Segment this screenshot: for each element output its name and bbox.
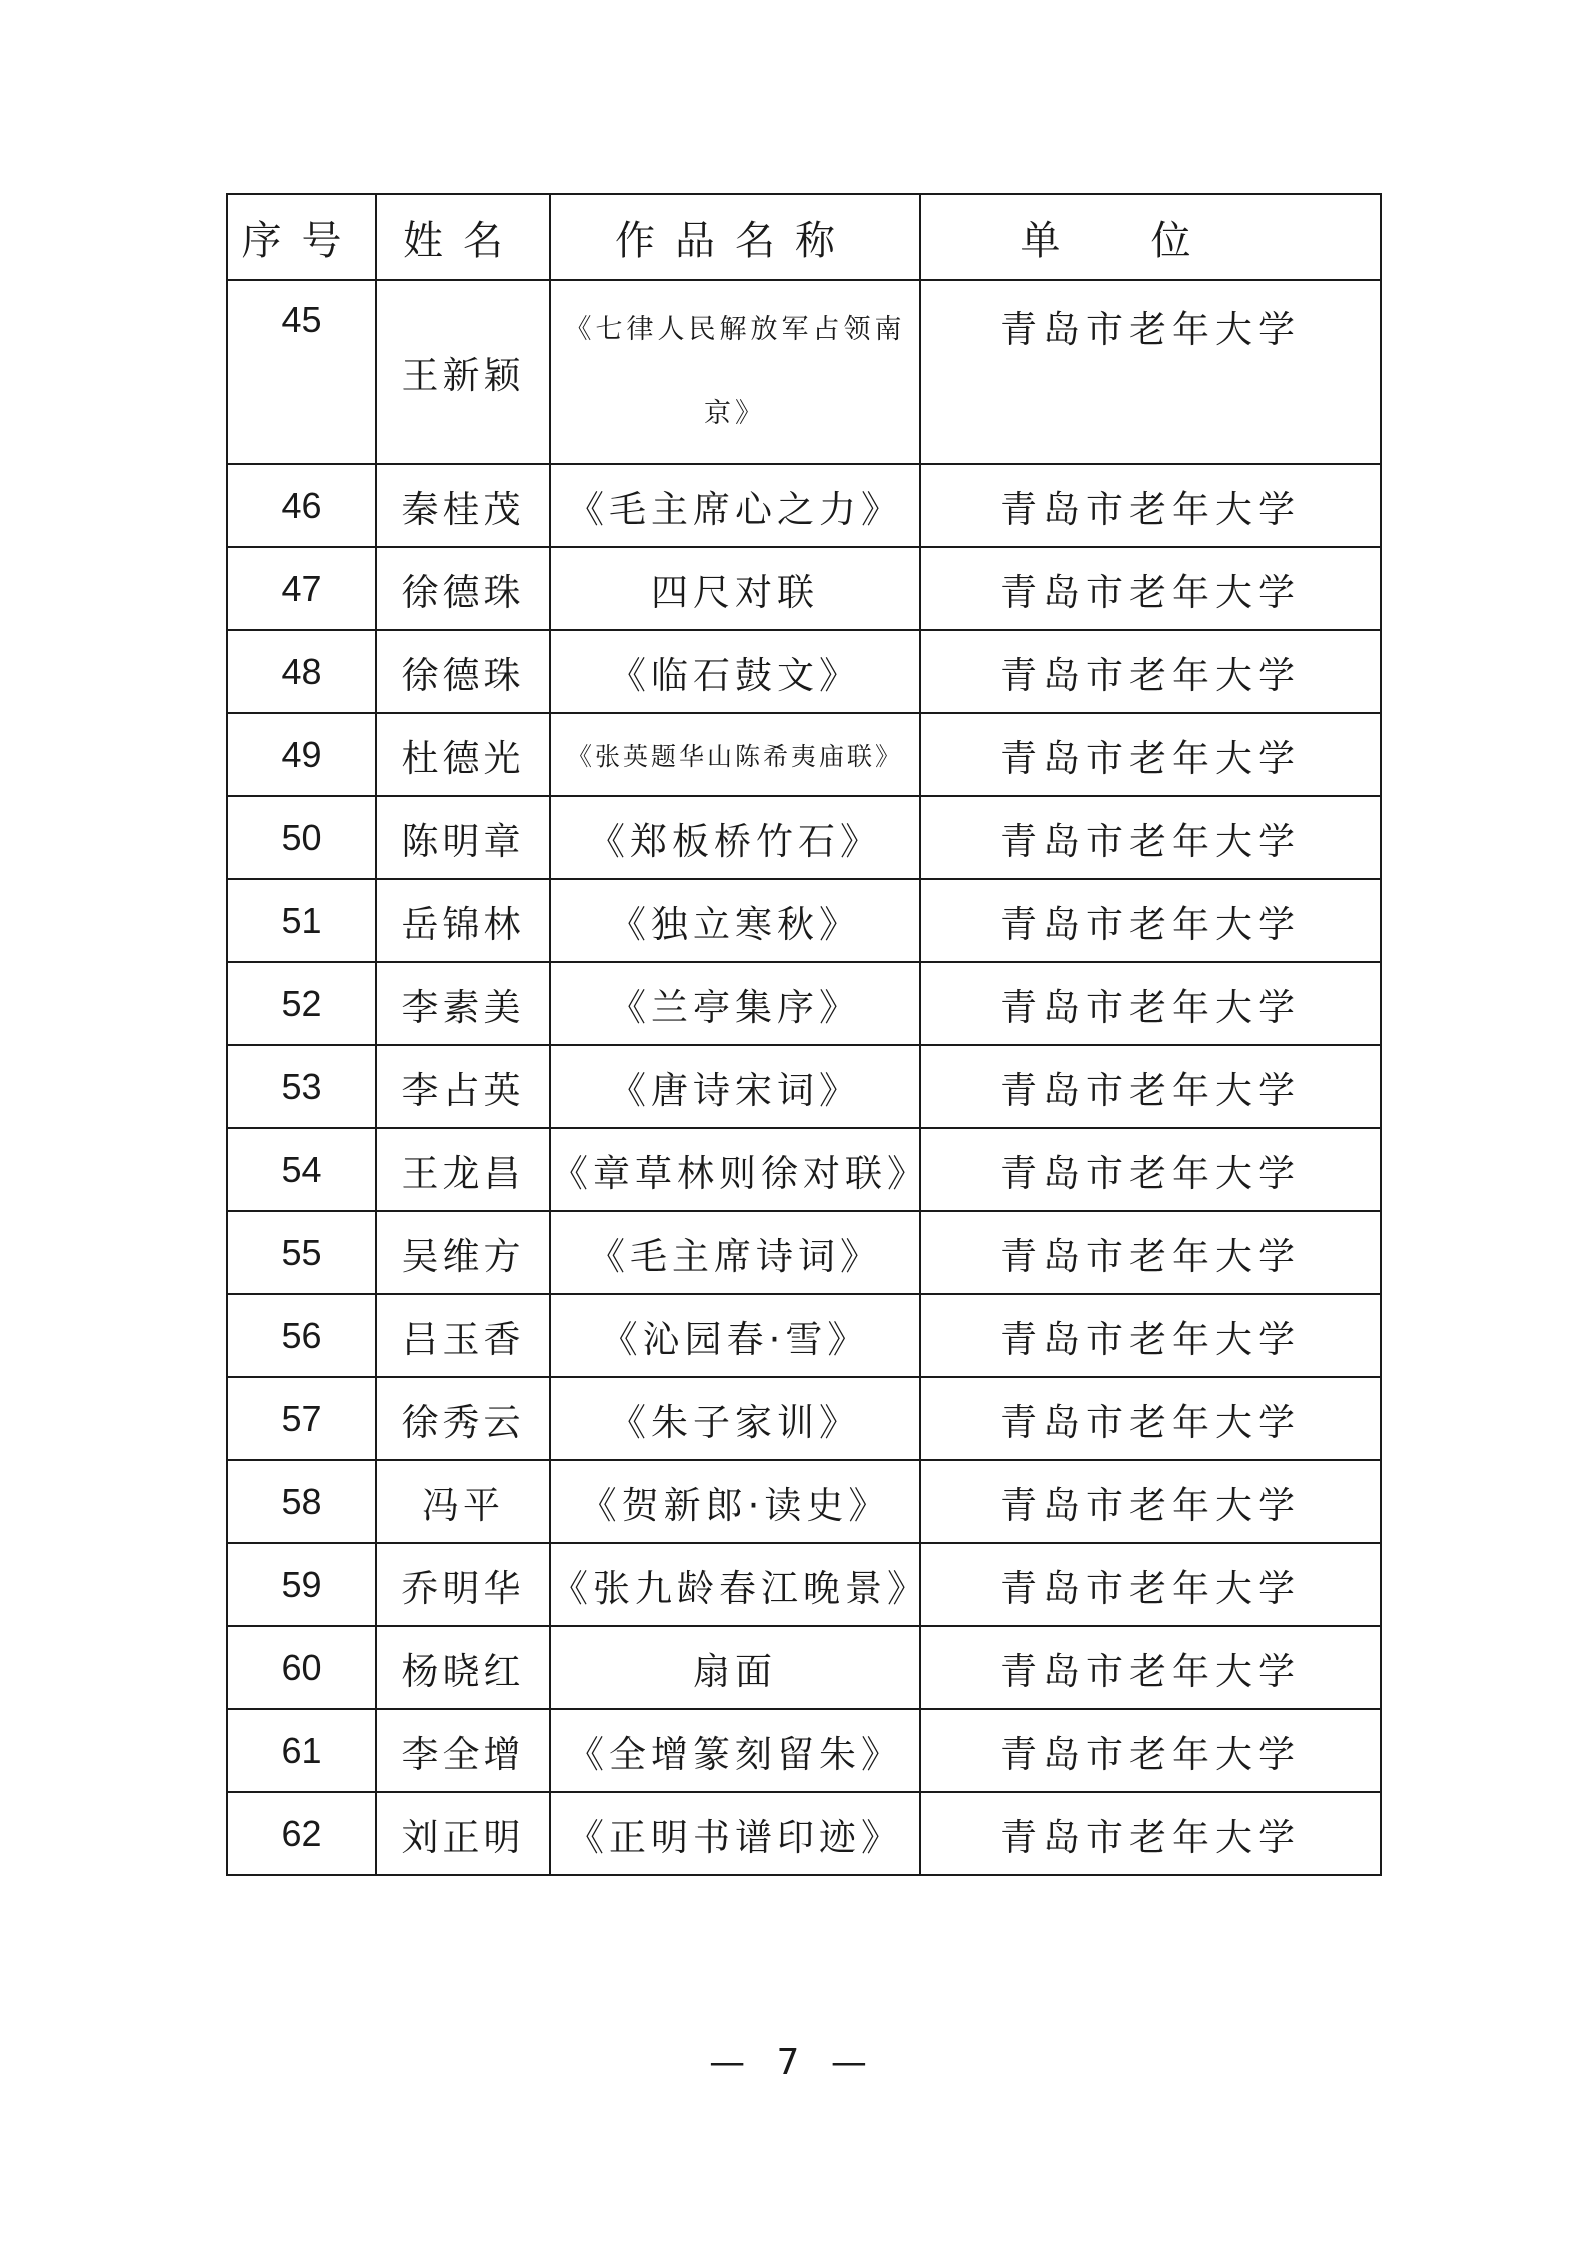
table-row — [227, 713, 1381, 796]
work-title-cell: 《毛主席诗词》 — [550, 1211, 920, 1294]
serial-number-cell: 59 — [227, 1543, 376, 1626]
unit-cell: 青岛市老年大学 — [920, 1294, 1381, 1377]
name-cell: 杜德光 — [376, 713, 550, 796]
table-row — [227, 879, 1381, 962]
name-cell: 陈明章 — [376, 796, 550, 879]
table-row — [227, 1460, 1381, 1543]
name-cell: 冯平 — [376, 1460, 550, 1543]
unit-cell: 青岛市老年大学 — [920, 1377, 1381, 1460]
table-row — [227, 1543, 1381, 1626]
serial-number-cell: 52 — [227, 962, 376, 1045]
name-cell: 徐秀云 — [376, 1377, 550, 1460]
name-cell: 徐德珠 — [376, 630, 550, 713]
table-row — [227, 1211, 1381, 1294]
name-cell: 李全增 — [376, 1709, 550, 1792]
work-title-cell: 《郑板桥竹石》 — [550, 796, 920, 879]
table-row — [227, 1294, 1381, 1377]
table-row — [227, 1626, 1381, 1709]
serial-number-cell: 61 — [227, 1709, 376, 1792]
work-title-cell: 《贺新郎·读史》 — [550, 1460, 920, 1543]
name-cell: 杨晓红 — [376, 1626, 550, 1709]
serial-number-cell: 56 — [227, 1294, 376, 1377]
name-cell: 吴维方 — [376, 1211, 550, 1294]
table-row — [227, 630, 1381, 713]
work-title-cell: 《朱子家训》 — [550, 1377, 920, 1460]
work-title-cell: 《张九龄春江晚景》 — [550, 1543, 920, 1626]
table-row — [227, 962, 1381, 1045]
serial-number-cell: 58 — [227, 1460, 376, 1543]
name-cell: 乔明华 — [376, 1543, 550, 1626]
table-row — [227, 1709, 1381, 1792]
work-title-cell: 《毛主席心之力》 — [550, 464, 920, 547]
name-cell: 岳锦林 — [376, 879, 550, 962]
name-cell: 秦桂茂 — [376, 464, 550, 547]
work-title-cell: 《章草林则徐对联》 — [550, 1128, 920, 1211]
unit-cell: 青岛市老年大学 — [920, 1460, 1381, 1543]
work-title-cell: 《唐诗宋词》 — [550, 1045, 920, 1128]
unit-cell: 青岛市老年大学 — [920, 547, 1381, 630]
unit-cell: 青岛市老年大学 — [920, 630, 1381, 713]
work-title-cell: 《正明书谱印迹》 — [550, 1792, 920, 1875]
unit-cell: 青岛市老年大学 — [920, 1709, 1381, 1792]
table-row — [227, 1128, 1381, 1211]
serial-number-cell: 46 — [227, 464, 376, 547]
name-cell: 吕玉香 — [376, 1294, 550, 1377]
table-row — [227, 547, 1381, 630]
unit-cell: 青岛市老年大学 — [920, 1626, 1381, 1709]
award-list-table — [226, 193, 1382, 1876]
serial-number-cell: 55 — [227, 1211, 376, 1294]
table-row — [227, 796, 1381, 879]
unit-cell: 青岛市老年大学 — [920, 962, 1381, 1045]
work-title-cell: 四尺对联 — [550, 547, 920, 630]
page-number: — 7 — — [709, 2042, 877, 2083]
unit-cell: 青岛市老年大学 — [920, 1792, 1381, 1875]
header-name: 姓名 — [376, 194, 550, 280]
table-row — [227, 1045, 1381, 1128]
serial-number-cell: 51 — [227, 879, 376, 962]
table-row — [227, 1792, 1381, 1875]
name-cell: 李占英 — [376, 1045, 550, 1128]
work-title-cell: 《张英题华山陈希夷庙联》 — [550, 713, 920, 796]
serial-number-cell: 57 — [227, 1377, 376, 1460]
serial-number-cell: 47 — [227, 547, 376, 630]
serial-number-cell: 54 — [227, 1128, 376, 1211]
serial-number-cell: 53 — [227, 1045, 376, 1128]
work-title-cell: 《全增篆刻留朱》 — [550, 1709, 920, 1792]
header-unit: 单位 — [920, 194, 1381, 280]
table-header-row — [227, 194, 1381, 280]
work-title-cell: 扇面 — [550, 1626, 920, 1709]
name-cell: 王龙昌 — [376, 1128, 550, 1211]
header-serial-number: 序号 — [227, 194, 376, 280]
work-title-cell: 《兰亭集序》 — [550, 962, 920, 1045]
serial-number-cell: 45 — [227, 280, 376, 464]
serial-number-cell: 50 — [227, 796, 376, 879]
name-cell: 刘正明 — [376, 1792, 550, 1875]
work-title-cell: 《七律人民解放军占领南京》 — [550, 280, 920, 464]
unit-cell: 青岛市老年大学 — [920, 713, 1381, 796]
serial-number-cell: 48 — [227, 630, 376, 713]
unit-cell: 青岛市老年大学 — [920, 879, 1381, 962]
name-cell: 李素美 — [376, 962, 550, 1045]
serial-number-cell: 60 — [227, 1626, 376, 1709]
header-work-title: 作品名称 — [550, 194, 920, 280]
work-title-cell: 《独立寒秋》 — [550, 879, 920, 962]
table-row — [227, 1377, 1381, 1460]
unit-cell: 青岛市老年大学 — [920, 1543, 1381, 1626]
unit-cell: 青岛市老年大学 — [920, 796, 1381, 879]
serial-number-cell: 62 — [227, 1792, 376, 1875]
name-cell: 徐德珠 — [376, 547, 550, 630]
work-title-cell: 《沁园春·雪》 — [550, 1294, 920, 1377]
unit-cell: 青岛市老年大学 — [920, 280, 1381, 464]
unit-cell: 青岛市老年大学 — [920, 464, 1381, 547]
table-row — [227, 464, 1381, 547]
unit-cell: 青岛市老年大学 — [920, 1045, 1381, 1128]
work-title-cell: 《临石鼓文》 — [550, 630, 920, 713]
name-cell: 王新颖 — [376, 280, 550, 464]
unit-cell: 青岛市老年大学 — [920, 1128, 1381, 1211]
serial-number-cell: 49 — [227, 713, 376, 796]
unit-cell: 青岛市老年大学 — [920, 1211, 1381, 1294]
table-row — [227, 280, 1381, 464]
